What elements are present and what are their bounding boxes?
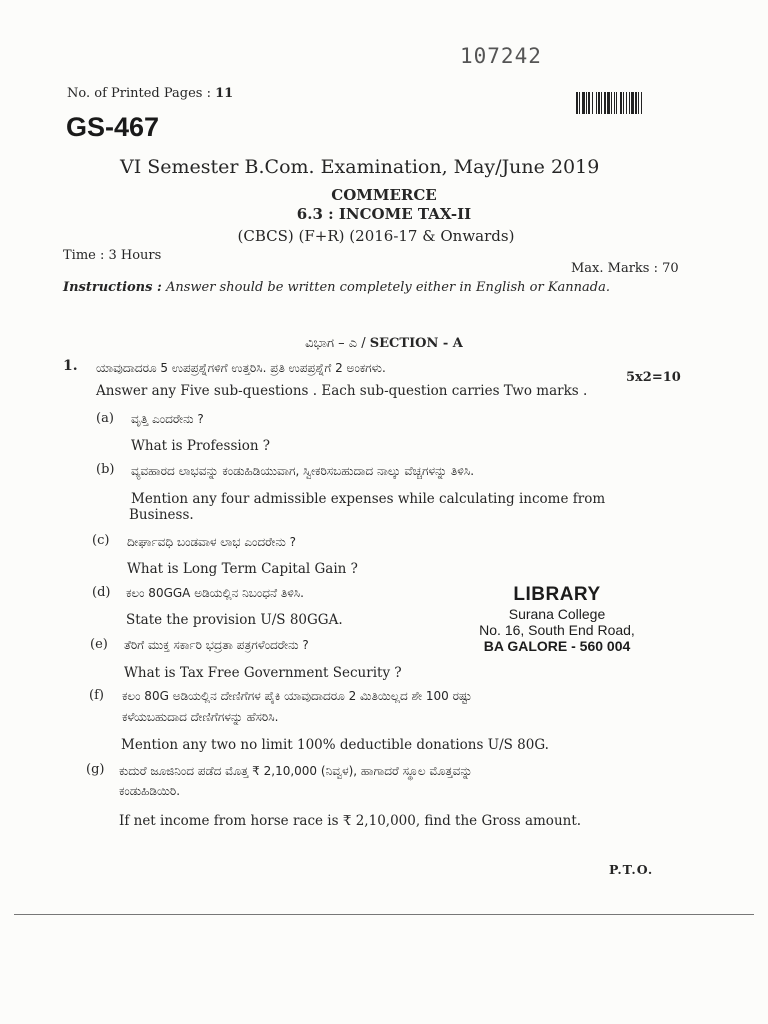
course-code: GS-467	[66, 112, 160, 142]
question-kannada: ಯಾವುದಾದರೂ 5 ಉಪಪ್ರಶ್ನೆಗಳಿಗೆ ಉತ್ತರಿಸಿ. ಪ್ರತಿ ಉಪಪ್ರಶ್ನೆಗೆ 2 ಅಂಕಗಳು.	[96, 361, 386, 375]
printed-pages-label: No. of Printed Pages :	[67, 86, 211, 101]
subquestion-a-english: What is Profession ?	[131, 438, 271, 454]
page-turn-over: P.T.O.	[609, 862, 654, 877]
subquestion-f-english: Mention any two no limit 100% deductible donations U/S 80G.	[121, 737, 549, 753]
paper-serial-number: 107242	[460, 44, 542, 68]
stamp-line-address: No. 16, South End Road,	[479, 622, 635, 638]
subquestion-g-kannada-line1: ಕುದುರೆ ಜೂಜಿನಿಂದ ಪಡೆದ ಮೊತ್ತ ₹ 2,10,000 (ನಿವ್ವಳ), ಹಾಗಾದರೆ ಸ್ಥೂಲ ಮೊತ್ತವನ್ನು	[119, 764, 473, 778]
subquestion-c-kannada: ದೀರ್ಘಾವಧಿ ಬಂಡವಾಳ ಲಾಭ ಎಂದರೇನು ?	[127, 535, 297, 549]
stamp-line-college: Surana College	[508, 606, 606, 622]
subquestion-e-kannada: ತೆರಿಗೆ ಮುಕ್ತ ಸರ್ಕಾರಿ ಭದ್ರತಾ ಪತ್ರಗಳೆಂದರೇನು ?	[124, 638, 309, 652]
instructions-text: Answer should be written completely either in English or Kannada.	[165, 280, 611, 295]
printed-pages	[67, 86, 233, 101]
stamp-line-library: LIBRARY	[513, 584, 601, 605]
subquestion-f-kannada-line1: ಕಲಂ 80G ಅಡಿಯಲ್ಲಿನ ದೇಣಿಗೆಗಳ ಪೈಕಿ ಯಾವುದಾದರೂ 2 ಮಿತಿಯಿಲ್ಲದ ಶೇ 100 ರಷ್ಟು	[122, 689, 472, 703]
scheme-line: (CBCS) (F+R) (2016-17 & Onwards)	[237, 227, 515, 245]
subquestion-c-english: What is Long Term Capital Gain ?	[127, 561, 358, 577]
subquestion-c-letter: (c)	[92, 533, 110, 548]
time-allowed: Time : 3 Hours	[63, 248, 162, 263]
subquestion-g-english: If net income from horse race is ₹ 2,10,000, find the Gross amount.	[119, 813, 582, 829]
subquestion-a-letter: (a)	[96, 411, 114, 426]
subquestion-d-english: State the provision U/S 80GGA.	[126, 612, 343, 628]
library-stamp	[462, 584, 652, 654]
section-heading-kannada: ವಿಭಾಗ – ಎ /	[305, 336, 366, 351]
section-heading	[0, 336, 768, 351]
subquestion-d-letter: (d)	[92, 585, 111, 600]
question-marks: 5x2=10	[626, 370, 681, 385]
printed-pages-value: 11	[215, 86, 234, 101]
subquestion-e-letter: (e)	[90, 637, 108, 652]
page-divider	[14, 914, 754, 915]
instructions	[63, 280, 610, 295]
max-marks: Max. Marks : 70	[571, 261, 679, 276]
question-number: 1.	[63, 358, 78, 374]
subject-title: COMMERCE	[331, 186, 437, 204]
paper-name: 6.3 : INCOME TAX-II	[296, 205, 472, 223]
question-english: Answer any Five sub-questions . Each sub-question carries Two marks .	[96, 383, 588, 399]
subquestion-b-letter: (b)	[96, 462, 115, 477]
subquestion-b-kannada: ವ್ಯವಹಾರದ ಲಾಭವನ್ನು ಕಂಡುಹಿಡಿಯುವಾಗ, ಸ್ವೀಕರಿಸಬಹುದಾದ ನಾಲ್ಕು ವೆಚ್ಚಗಳನ್ನು ತಿಳಿಸಿ.	[131, 464, 475, 478]
subquestion-b-english-line2: Business.	[129, 507, 194, 523]
subquestion-d-kannada: ಕಲಂ 80GGA ಅಡಿಯಲ್ಲಿನ ನಿಬಂಧನೆ ತಿಳಿಸಿ.	[126, 586, 304, 600]
exam-title: VI Semester B.Com. Examination, May/June 2019	[120, 156, 600, 178]
stamp-line-city: BA GALORE - 560 004	[483, 638, 631, 654]
subquestion-a-kannada: ವೃತ್ತಿ ಎಂದರೇನು ?	[131, 412, 204, 426]
subquestion-g-kannada-line2: ಕಂಡುಹಿಡಿಯಿರಿ.	[119, 784, 181, 798]
subquestion-e-english: What is Tax Free Government Security ?	[124, 665, 402, 681]
subquestion-f-kannada-line2: ಕಳೆಯಬಹುದಾದ ದೇಣಿಗೆಗಳನ್ನು ಹೆಸರಿಸಿ.	[122, 710, 279, 724]
subquestion-f-letter: (f)	[89, 688, 104, 703]
barcode-icon	[576, 92, 690, 114]
section-heading-english: SECTION - A	[369, 336, 463, 351]
instructions-label: Instructions :	[63, 280, 162, 295]
subquestion-g-letter: (g)	[86, 762, 105, 777]
subquestion-b-english-line1: Mention any four admissible expenses while calculating income from	[131, 491, 606, 507]
